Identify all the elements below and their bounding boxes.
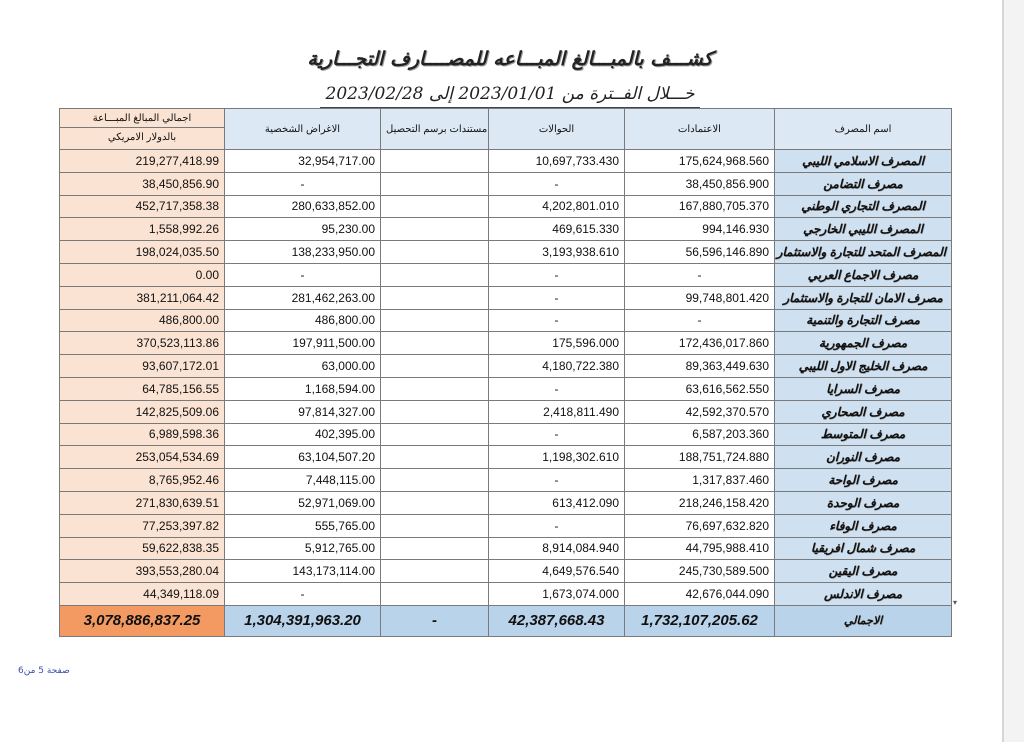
banks-table — [59, 108, 952, 637]
cell-collection — [381, 400, 489, 423]
cell-credits: 6,587,203.360 — [625, 423, 775, 446]
total-grand: 3,078,886,837.25 — [60, 605, 225, 636]
cell-personal: 280,633,852.00 — [225, 195, 381, 218]
cell-total: 452,717,358.38 — [60, 195, 225, 218]
cell-total: 381,211,064.42 — [60, 286, 225, 309]
cell-collection — [381, 241, 489, 264]
cell-transfers: 2,418,811.490 — [489, 400, 625, 423]
cell-total: 38,450,856.90 — [60, 172, 225, 195]
cell-transfers: 4,202,801.010 — [489, 195, 625, 218]
cell-bank: مصرف الاندلس — [775, 583, 952, 606]
table-row — [60, 377, 952, 400]
cell-personal: 95,230.00 — [225, 218, 381, 241]
table-row — [60, 150, 952, 173]
cell-personal: 63,000.00 — [225, 355, 381, 378]
cell-collection — [381, 332, 489, 355]
cell-transfers: 4,180,722.380 — [489, 355, 625, 378]
table-row — [60, 514, 952, 537]
cell-credits: 994,146.930 — [625, 218, 775, 241]
cell-personal: 281,462,263.00 — [225, 286, 381, 309]
cell-bank: مصرف المتوسط — [775, 423, 952, 446]
cell-total: 77,253,397.82 — [60, 514, 225, 537]
cell-credits: 56,596,146.890 — [625, 241, 775, 264]
cell-total: 253,054,534.69 — [60, 446, 225, 469]
cell-transfers: - — [489, 309, 625, 332]
cell-transfers: - — [489, 263, 625, 286]
cell-personal: 555,765.00 — [225, 514, 381, 537]
cell-collection — [381, 469, 489, 492]
header-total-line1: اجمالي المبالغ المبـــاعة — [60, 111, 224, 128]
cell-transfers: - — [489, 172, 625, 195]
table-row — [60, 286, 952, 309]
page-number: صفحة 5 من6 — [18, 666, 70, 676]
total-credits: 1,732,107,205.62 — [625, 605, 775, 636]
cell-credits: 245,730,589.500 — [625, 560, 775, 583]
cell-personal: 7,448,115.00 — [225, 469, 381, 492]
table-row — [60, 537, 952, 560]
cell-transfers: 175,596.000 — [489, 332, 625, 355]
cell-collection — [381, 537, 489, 560]
table-row — [60, 241, 952, 264]
cell-credits: - — [625, 309, 775, 332]
cell-bank: مصرف الوحدة — [775, 491, 952, 514]
viewer-margin — [1004, 0, 1024, 742]
cell-collection — [381, 150, 489, 173]
cell-collection — [381, 514, 489, 537]
cell-bank: المصرف التجاري الوطني — [775, 195, 952, 218]
cell-collection — [381, 560, 489, 583]
table-row — [60, 400, 952, 423]
table-row — [60, 195, 952, 218]
cell-bank: مصرف السرايا — [775, 377, 952, 400]
cell-credits: - — [625, 263, 775, 286]
cell-credits: 76,697,632.820 — [625, 514, 775, 537]
cell-bank: مصرف شمال افريقيا — [775, 537, 952, 560]
table-row — [60, 469, 952, 492]
cell-credits: 175,624,968.560 — [625, 150, 775, 173]
cell-bank: مصرف التضامن — [775, 172, 952, 195]
cell-bank: مصرف الوفاء — [775, 514, 952, 537]
cell-credits: 167,880,705.370 — [625, 195, 775, 218]
cell-personal: 1,168,594.00 — [225, 377, 381, 400]
cell-personal: - — [225, 172, 381, 195]
cell-transfers: - — [489, 423, 625, 446]
table-row — [60, 446, 952, 469]
cell-transfers: - — [489, 377, 625, 400]
cell-transfers: 469,615.330 — [489, 218, 625, 241]
cell-transfers: - — [489, 286, 625, 309]
cell-total: 198,024,035.50 — [60, 241, 225, 264]
cell-transfers: 8,914,084.940 — [489, 537, 625, 560]
total-transfers: 42,387,668.43 — [489, 605, 625, 636]
cell-collection — [381, 583, 489, 606]
cell-total: 8,765,952.46 — [60, 469, 225, 492]
header-bank: اسم المصرف — [775, 109, 952, 150]
cell-bank: المصرف الاسلامي الليبي — [775, 150, 952, 173]
cell-credits: 218,246,158.420 — [625, 491, 775, 514]
cell-transfers: 4,649,576.540 — [489, 560, 625, 583]
table-row — [60, 423, 952, 446]
cell-transfers: 1,198,302.610 — [489, 446, 625, 469]
cell-personal: 402,395.00 — [225, 423, 381, 446]
header-row — [60, 109, 952, 150]
cell-total: 6,989,598.36 — [60, 423, 225, 446]
cell-transfers: 1,673,074.000 — [489, 583, 625, 606]
cell-credits: 44,795,988.410 — [625, 537, 775, 560]
cell-personal: 52,971,069.00 — [225, 491, 381, 514]
cell-personal: - — [225, 583, 381, 606]
cell-personal: 97,814,327.00 — [225, 400, 381, 423]
cell-bank: المصرف الليبي الخارجي — [775, 218, 952, 241]
cell-bank: مصرف اليقين — [775, 560, 952, 583]
cell-credits: 42,676,044.090 — [625, 583, 775, 606]
table-row — [60, 332, 952, 355]
cell-personal: 197,911,500.00 — [225, 332, 381, 355]
cell-total: 93,607,172.01 — [60, 355, 225, 378]
cell-bank: مصرف الجمهورية — [775, 332, 952, 355]
cell-bank: مصرف التجارة والتنمية — [775, 309, 952, 332]
cell-credits: 42,592,370.570 — [625, 400, 775, 423]
cell-credits: 63,616,562.550 — [625, 377, 775, 400]
table-row — [60, 263, 952, 286]
cell-transfers: - — [489, 469, 625, 492]
table-row — [60, 218, 952, 241]
total-personal: 1,304,391,963.20 — [225, 605, 381, 636]
cell-collection — [381, 286, 489, 309]
cell-personal: 143,173,114.00 — [225, 560, 381, 583]
cell-collection — [381, 377, 489, 400]
cell-credits: 99,748,801.420 — [625, 286, 775, 309]
cell-total: 142,825,509.06 — [60, 400, 225, 423]
cell-credits: 172,436,017.860 — [625, 332, 775, 355]
cell-collection — [381, 309, 489, 332]
totals-row — [60, 605, 952, 636]
cell-credits: 188,751,724.880 — [625, 446, 775, 469]
table-row — [60, 560, 952, 583]
cell-bank: مصرف النوران — [775, 446, 952, 469]
cell-credits: 89,363,449.630 — [625, 355, 775, 378]
cell-collection — [381, 218, 489, 241]
cell-total: 370,523,113.86 — [60, 332, 225, 355]
cell-total: 393,553,280.04 — [60, 560, 225, 583]
total-label: الاجمالي — [775, 605, 952, 636]
cell-collection — [381, 355, 489, 378]
cell-bank: مصرف الصحاري — [775, 400, 952, 423]
cell-personal: 63,104,507.20 — [225, 446, 381, 469]
header-personal: الاغراض الشخصية — [225, 109, 381, 150]
cell-credits: 38,450,856.900 — [625, 172, 775, 195]
cell-transfers: 10,697,733.430 — [489, 150, 625, 173]
header-transfers: الحوالات — [489, 109, 625, 150]
cell-transfers: - — [489, 514, 625, 537]
cell-total: 59,622,838.35 — [60, 537, 225, 560]
table-row — [60, 583, 952, 606]
total-collection: - — [381, 605, 489, 636]
cell-total: 219,277,418.99 — [60, 150, 225, 173]
cell-personal: 5,912,765.00 — [225, 537, 381, 560]
header-collection: مستندات برسم التحصيل — [381, 109, 489, 150]
table-row — [60, 309, 952, 332]
cell-bank: مصرف الاجماع العربي — [775, 263, 952, 286]
cell-total: 271,830,639.51 — [60, 491, 225, 514]
cell-bank: مصرف الامان للتجارة والاستثمار — [775, 286, 952, 309]
cell-collection — [381, 263, 489, 286]
header-total — [60, 109, 225, 150]
cell-collection — [381, 172, 489, 195]
document-title: كشـــف بالمبـــالغ المبـــاعه للمصــــارف التجـــارية — [307, 48, 713, 70]
table-row — [60, 355, 952, 378]
margin-mark: ▾ — [953, 598, 958, 607]
cell-bank: المصرف المتحد للتجارة والاستثمار — [775, 241, 952, 264]
cell-collection — [381, 195, 489, 218]
cell-total: 64,785,156.55 — [60, 377, 225, 400]
cell-bank: مصرف الواحة — [775, 469, 952, 492]
cell-collection — [381, 446, 489, 469]
header-credits: الاعتمادات — [625, 109, 775, 150]
cell-personal: 32,954,717.00 — [225, 150, 381, 173]
table-row — [60, 491, 952, 514]
cell-total: 1,558,992.26 — [60, 218, 225, 241]
cell-total: 0.00 — [60, 263, 225, 286]
cell-total: 44,349,118.09 — [60, 583, 225, 606]
cell-personal: 486,800.00 — [225, 309, 381, 332]
cell-collection — [381, 491, 489, 514]
cell-bank: مصرف الخليج الاول الليبي — [775, 355, 952, 378]
table-row — [60, 172, 952, 195]
cell-personal: 138,233,950.00 — [225, 241, 381, 264]
cell-personal: - — [225, 263, 381, 286]
document-subtitle: خـــلال الفــترة من 2023/01/01 إلى 2023/02/28 — [325, 84, 695, 104]
cell-total: 486,800.00 — [60, 309, 225, 332]
cell-transfers: 3,193,938.610 — [489, 241, 625, 264]
cell-collection — [381, 423, 489, 446]
cell-credits: 1,317,837.460 — [625, 469, 775, 492]
header-total-line2: بالدولار الامريكي — [107, 131, 177, 143]
cell-transfers: 613,412.090 — [489, 491, 625, 514]
